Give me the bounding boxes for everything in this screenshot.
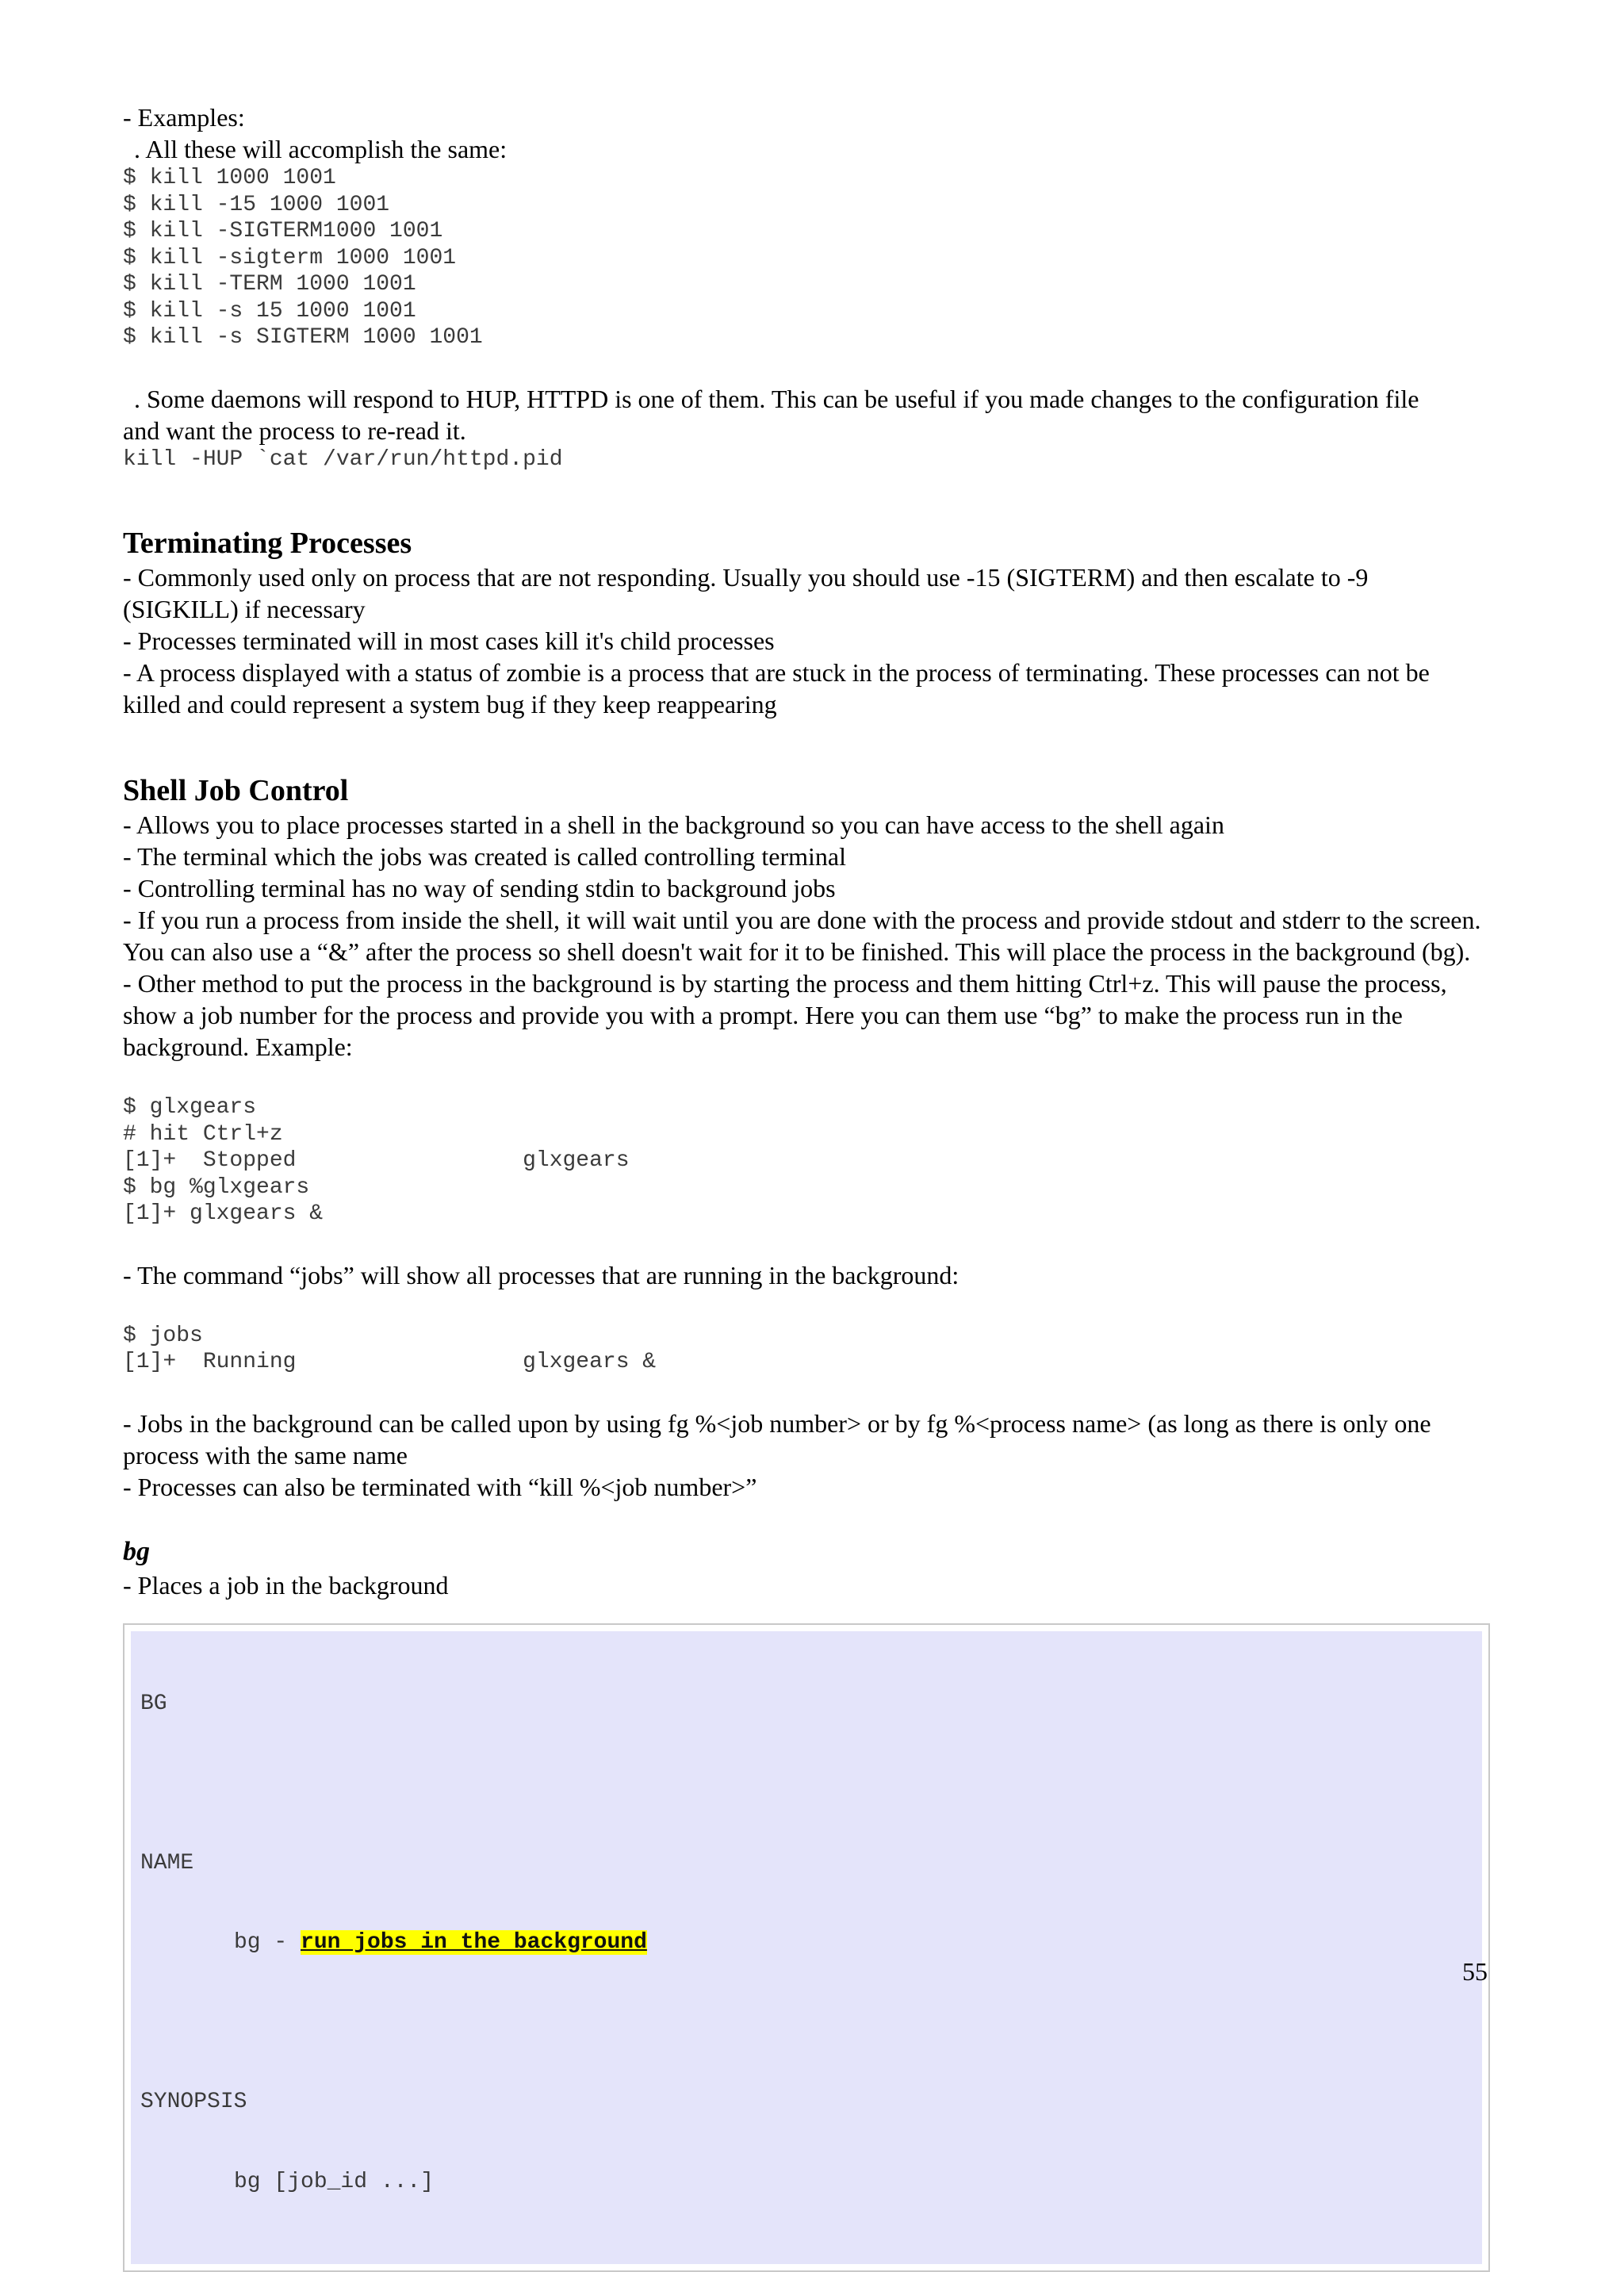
code-line: $ kill -s 15 1000 1001 xyxy=(123,298,1487,325)
jobs-example-code xyxy=(123,1323,1487,1376)
code-line: $ kill -s SIGTERM 1000 1001 xyxy=(123,324,1487,351)
list-item: - Allows you to place processes started in a shell in the background so you can have access to the shell again xyxy=(123,809,1487,841)
glxgears-example-code xyxy=(123,1094,1487,1228)
code-line: $ jobs xyxy=(123,1323,1487,1350)
hup-command: kill -HUP `cat /var/run/httpd.pid xyxy=(123,446,1487,473)
code-line: $ kill -15 1000 1001 xyxy=(123,192,1487,219)
man-synopsis-label: SYNOPSIS xyxy=(140,2089,1473,2116)
bg-command-title: bg xyxy=(123,1534,1487,1569)
code-line: $ kill -sigterm 1000 1001 xyxy=(123,245,1487,272)
terminating-bullets xyxy=(123,561,1487,720)
kill-examples-code xyxy=(123,165,1487,351)
man-name-highlight: run jobs in the background xyxy=(301,1930,647,1955)
terminating-heading: Terminating Processes xyxy=(123,525,1487,561)
shell-job-control-heading: Shell Job Control xyxy=(123,772,1487,809)
same-label: . All these will accomplish the same: xyxy=(123,133,1487,165)
code-line: [1]+ Running glxgears & xyxy=(123,1349,1487,1376)
man-synopsis: bg [job_id ...] xyxy=(140,2169,1473,2196)
hup-paragraph-line-2: and want the process to re-read it. xyxy=(123,415,1487,446)
man-page-content xyxy=(131,1631,1482,2265)
list-item: - Controlling terminal has no way of sending stdin to background jobs xyxy=(123,872,1487,904)
list-item: - If you run a process from inside the shell, it will wait until you are done with the process and provide stdout and stderr to the screen. You can also use a “&” after the process so shell doesn't wait for it to be finished. This will place the process in the background (bg). xyxy=(123,904,1487,967)
list-item: - Commonly used only on process that are not responding. Usually you should use -15 (SIGTERM) and then escalate to -9 (SIGKILL) if necessary xyxy=(123,561,1487,625)
list-item: - Jobs in the background can be called upon by using fg %<job number> or by fg %<process name> (as long as there is only one process with the same name xyxy=(123,1408,1487,1471)
examples-label: - Examples: xyxy=(123,102,1487,133)
code-line: # hit Ctrl+z xyxy=(123,1121,1487,1148)
page-number: 55 xyxy=(1462,1956,1488,1987)
document-page xyxy=(123,102,1487,2272)
code-line: $ kill -TERM 1000 1001 xyxy=(123,271,1487,298)
bg-man-page-box xyxy=(123,1623,1490,2272)
code-line: [1]+ glxgears & xyxy=(123,1201,1487,1228)
code-line: $ kill 1000 1001 xyxy=(123,165,1487,192)
shell-job-control-bullets xyxy=(123,809,1487,1063)
list-item: - Other method to put the process in the background is by starting the process and them hitting Ctrl+z. This will pause the process, show a job number for the process and provide you with a prompt. Here you can them use “bg” to make the process run in the background. Example: xyxy=(123,967,1487,1063)
jobs-description: - The command “jobs” will show all processes that are running in the background: xyxy=(123,1259,1487,1291)
man-name-line xyxy=(140,1929,1473,1956)
list-item: - Processes terminated will in most cases kill it's child processes xyxy=(123,625,1487,657)
list-item: - Processes can also be terminated with “kill %<job number>” xyxy=(123,1471,1487,1503)
code-line: [1]+ Stopped glxgears xyxy=(123,1147,1487,1174)
fg-bullets xyxy=(123,1408,1487,1503)
bg-description: - Places a job in the background xyxy=(123,1569,1487,1601)
man-header: BG xyxy=(140,1691,1473,1718)
list-item: - The terminal which the jobs was created is called controlling terminal xyxy=(123,841,1487,872)
man-name-prefix: bg - xyxy=(234,1930,301,1955)
code-line: $ glxgears xyxy=(123,1094,1487,1121)
list-item: - A process displayed with a status of zombie is a process that are stuck in the process of terminating. These processes can not be killed and could represent a system bug if they keep reappearing xyxy=(123,657,1487,720)
code-line: $ bg %glxgears xyxy=(123,1174,1487,1201)
man-name-label: NAME xyxy=(140,1850,1473,1877)
hup-paragraph-line-1: . Some daemons will respond to HUP, HTTPD is one of them. This can be useful if you made changes to the configuration file xyxy=(123,383,1487,415)
code-line: $ kill -SIGTERM1000 1001 xyxy=(123,218,1487,245)
